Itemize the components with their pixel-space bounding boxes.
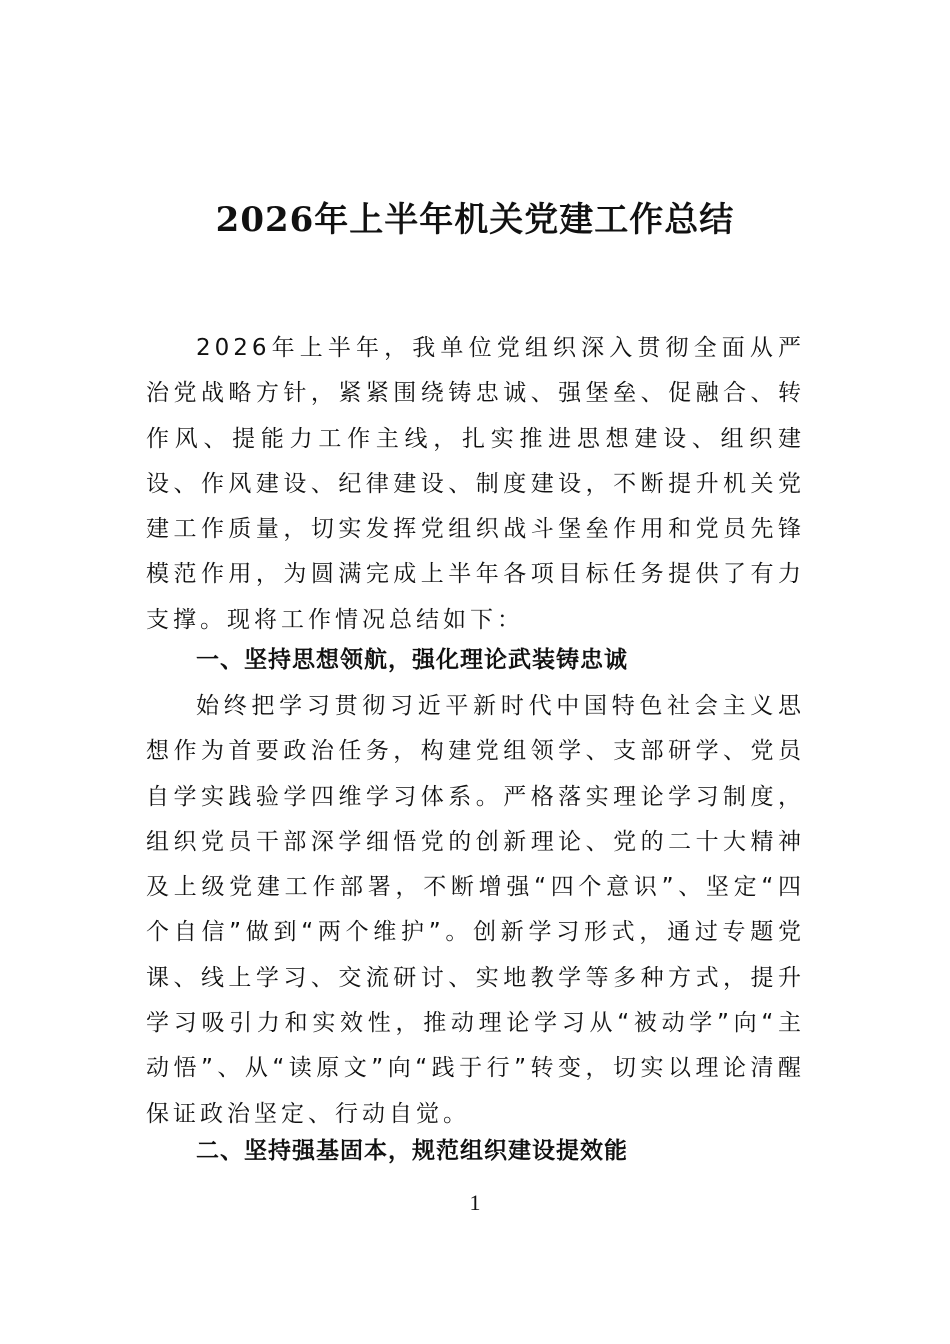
section-2-heading: 二、坚持强基固本，规范组织建设提效能 [196,1138,628,1164]
document-title: 2026年上半年机关党建工作总结 [215,200,735,240]
section-1-heading: 一、坚持思想领航，强化理论武装铸忠诚 [196,647,628,673]
section-1-paragraph: 始终把学习贯彻习近平新时代中国特色社会主义思想作为首要政治任务，构建党组领学、支部研学、党员自学实践验学四维学习体系。严格落实理论学习制度，组织党员干部深学细悟党的创新理论、党的二十大精神及上级党建工作部署，不断增强“四个意识”、坚定“四个自信”做到“两个维护”。创新学习形式，通过专题党课、线上学习、交流研讨、实地教学等多种方式，提升学习吸引力和实效性，推动理论学习从“被动学”向“主动悟”、从“读原文”向“践于行”转变，切实以理论清醒保证政治坚定、行动自觉。 [146,693,805,1127]
intro-paragraph: 2026年上半年，我单位党组织深入贯彻全面从严治党战略方针，紧紧围绕铸忠诚、强堡垒、促融合、转作风、提能力工作主线，扎实推进思想建设、组织建设、作风建设、纪律建设、制度建设，不断提升机关党建工作质量，切实发挥党组织战斗堡垒作用和党员先锋模范作用，为圆满完成上半年各项目标任务提供了有力支撑。现将工作情况总结如下： [146,335,805,633]
page-number: 1 [469,1190,481,1215]
